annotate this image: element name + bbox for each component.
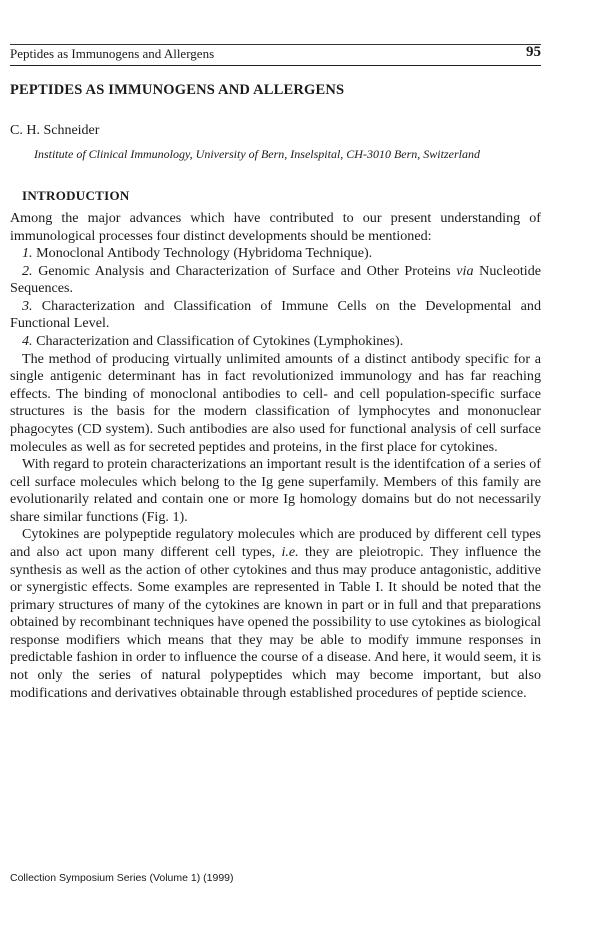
list-number-1: 1. [22,245,33,262]
list-item-3 [10,298,541,333]
cytokines-ie: i.e. [281,543,299,560]
list-text-1: Monoclonal Antibody Technology (Hybridoma Technique). [36,245,373,262]
list-text-3: Characterization and Classification of Immune Cells on the Developmental and Functional Level. [10,297,541,332]
article-title: PEPTIDES AS IMMUNOGENS AND ALLERGENS [10,82,345,98]
footer-citation: Collection Symposium Series (Volume 1) (1999) [10,872,234,884]
list-item-2 [10,263,541,298]
cytokines-text-a: Cytokines are polypeptide regulatory molecules which are produced by different cell types and also act upon many different cell types, [10,526,541,560]
list-number-2: 2. [22,262,33,279]
author-name: C. H. Schneider [10,123,100,138]
list-item-1 [10,245,541,263]
list-text-2a: Genomic Analysis and Characterization of Surface and Other Proteins [38,262,457,279]
author-affiliation: Institute of Clinical Immunology, University of Bern, Inselspital, CH-3010 Bern, Switzerland [34,147,480,161]
paragraph-cytokines [10,526,541,702]
list-text-2-via: via [456,262,474,279]
header-bottom-rule [10,65,541,66]
page-number: 95 [526,44,541,60]
article-body [10,210,541,702]
running-head [10,44,541,64]
list-number-3: 3. [22,297,33,314]
running-head-title: Peptides as Immunogens and Allergens [10,46,215,61]
list-text-4: Characterization and Classification of Cytokines (Lymphokines). [36,333,404,350]
list-number-4: 4. [22,333,33,350]
paragraph-protein: With regard to protein characterizations an important result is the identifcation of a series of cell surface molecules which belong to the Ig gene superfamily. Members of this family are evolutionarily related and contain one or more Ig homology domains but do not necessarily share similar functions (Fig. 1). [10,456,541,525]
section-heading-introduction: INTRODUCTION [22,188,130,203]
list-item-4 [10,333,541,351]
cytokines-text-b: they are pleiotropic. They influence the synthesis as well as the action of other cytokines and thus may produce antagonistic, additive or synergistic effects. Some examples are represented in Table I. It should be noted that the primary structures of many of the cytokines are known in part or in full and that preparations obtained by recombinant techniques have opened the possibility to use cytokines as biological response modifiers which means that they may be able to modify immune responses in predictable fashion in order to influence the course of a disease. And here, it would seem, it is not only the series of natural polypeptides which may become important, but also modifications and derivatives obtainable through established procedures of peptide science. [10,543,541,701]
paragraph-intro: Among the major advances which have contributed to our present understanding of immunological processes four distinct developments should be mentioned: [10,210,541,244]
list-text-2b: Nucleotide Sequences. [10,262,542,297]
paragraph-monoclonal: The method of producing virtually unlimited amounts of a distinct antibody specific for a single antigenic determinant has in fact revolutionized immunology and has far reaching effects. The binding of monoclonal antibodies to cell- and cell population-specific surface structures is the basis for the modern classification of lymphocytes and mononuclear phagocytes (CD system). Such antibodies are also used for functional analysis of cell surface molecules as well as for secreted peptides and proteins, in the first place for cytokines. [10,350,541,455]
